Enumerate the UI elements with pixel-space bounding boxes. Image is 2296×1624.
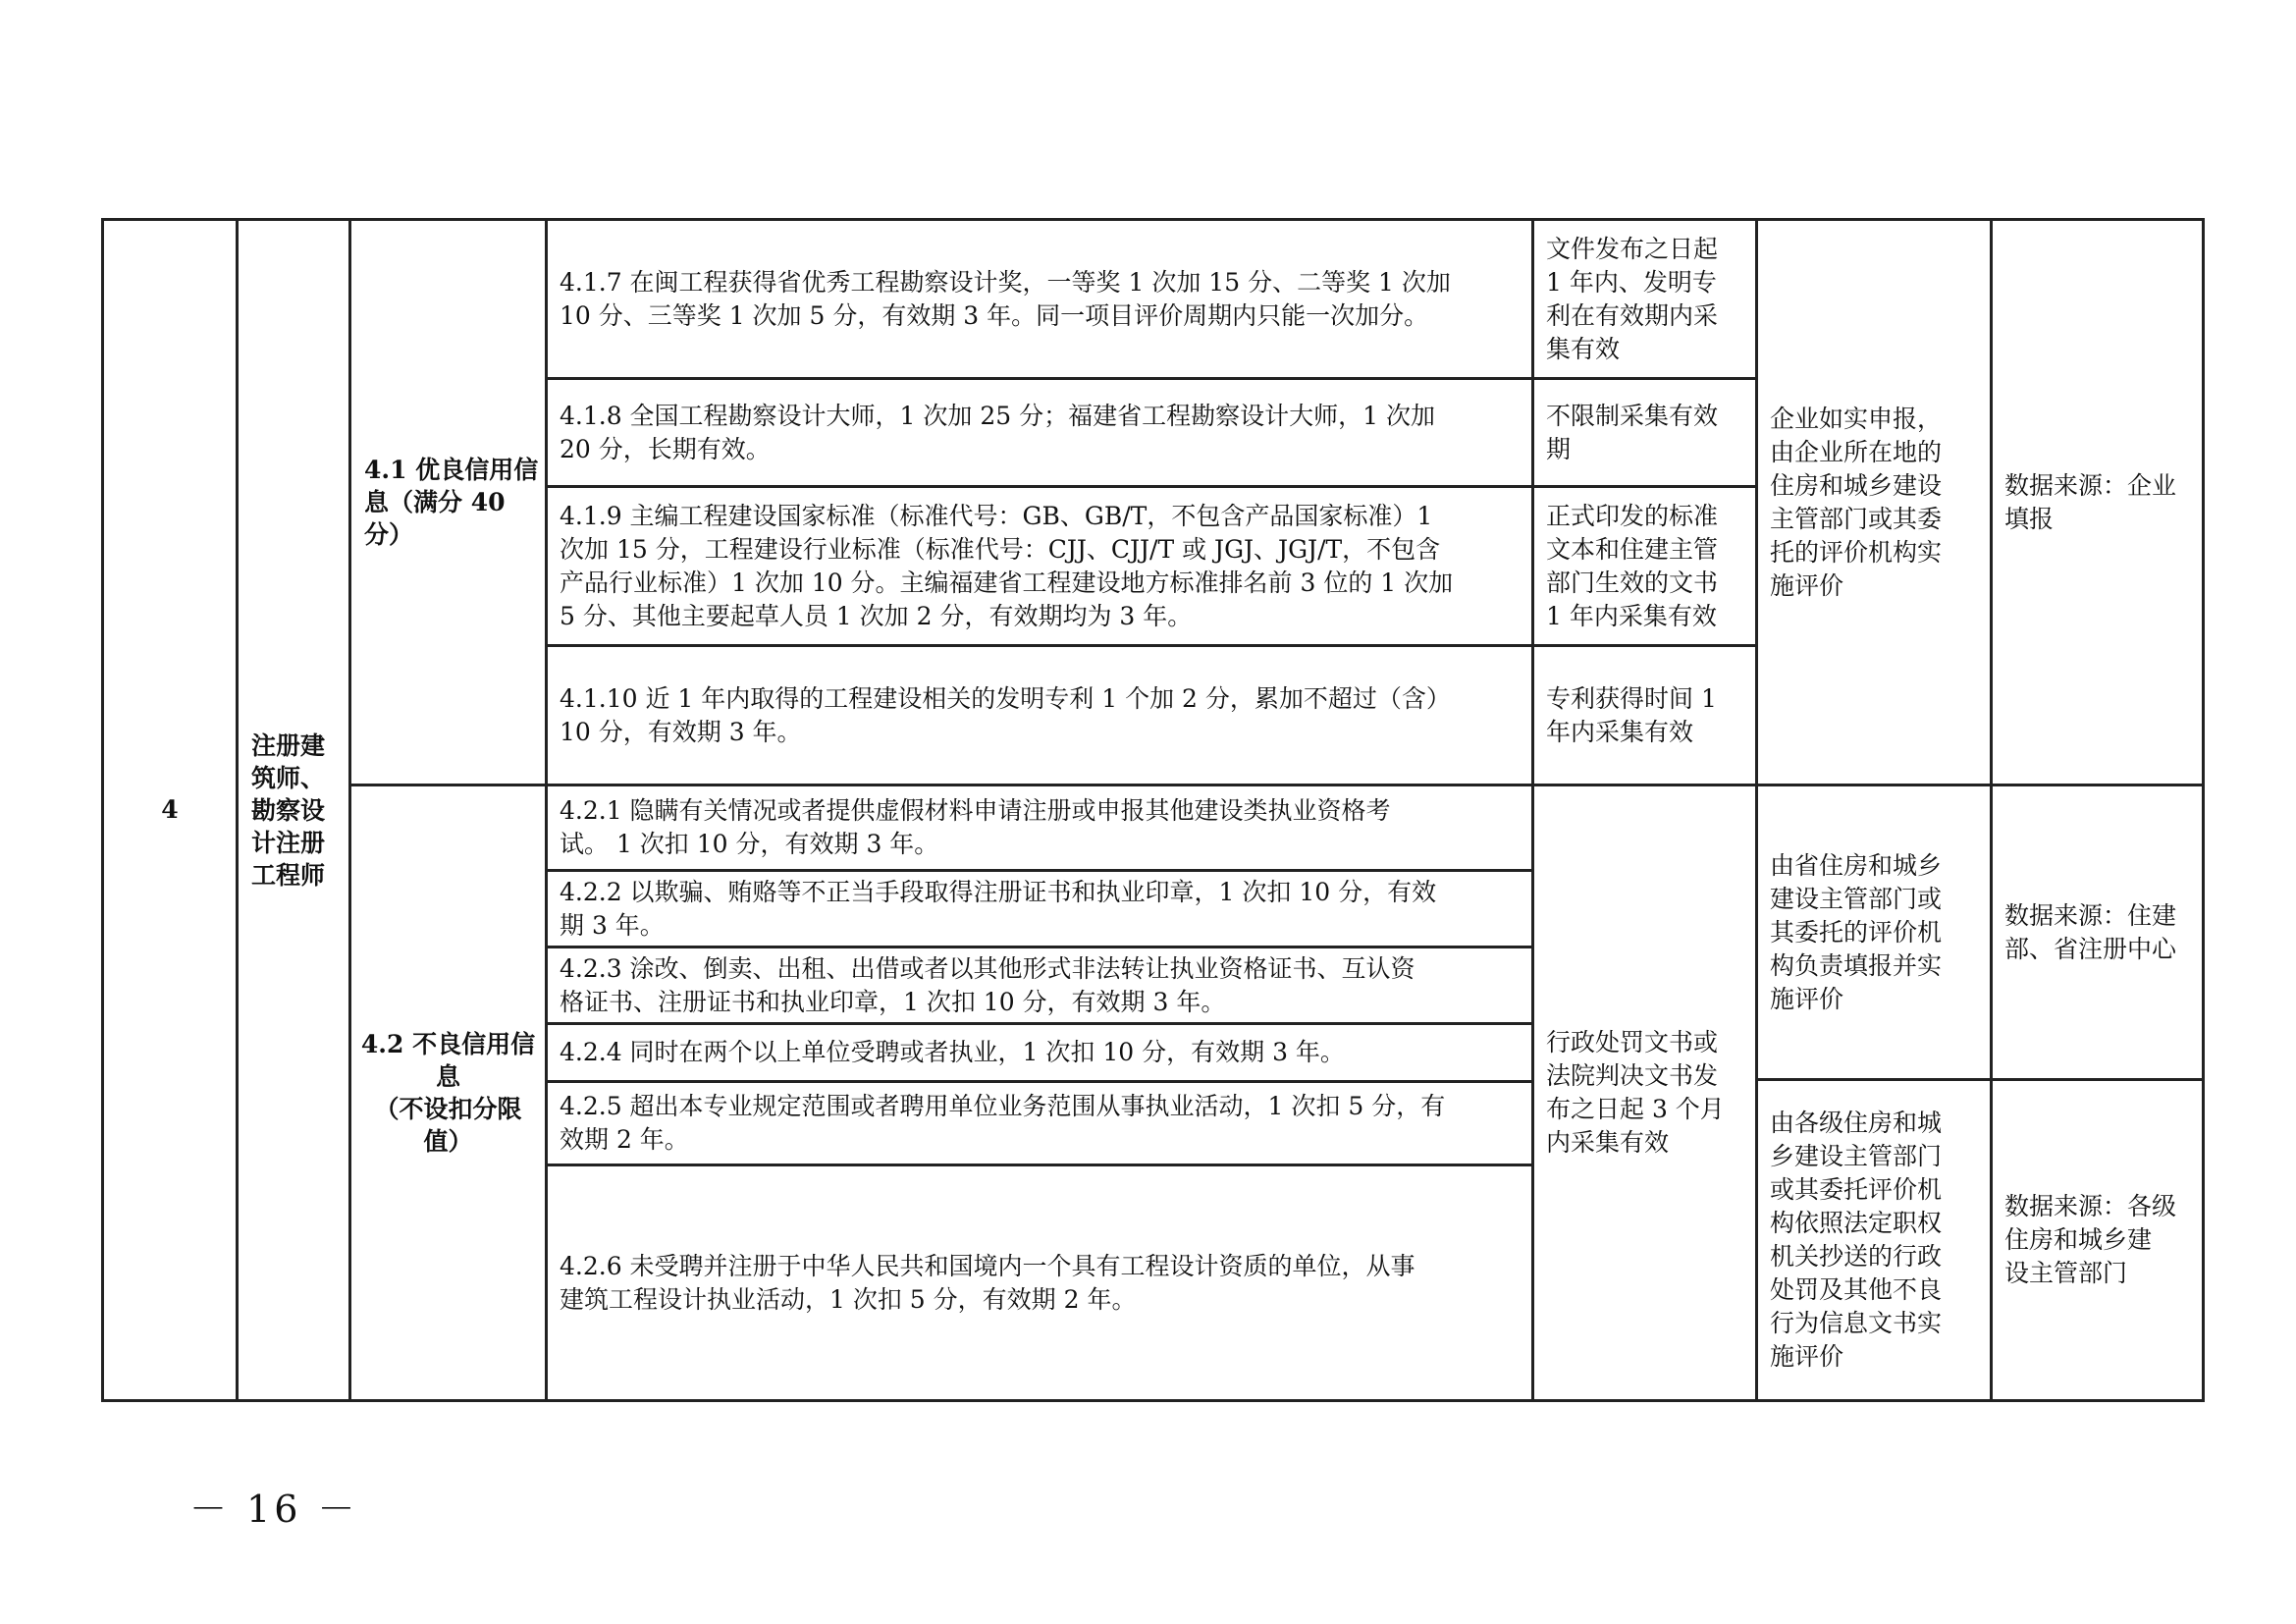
criterion-4-1-10: 4.1.10 近 1 年内取得的工程建设相关的发明专利 1 个加 2 分，累加不超过（含） 10 分，有效期 3 年。: [560, 683, 1451, 746]
source-4-1: 数据来源：企业 填报: [2004, 470, 2177, 533]
method-4-1: 企业如实申报， 由企业所在地的 住房和城乡建设 主管部门或其委 托的评价机构实 施评价: [1770, 404, 1943, 600]
criterion-4-2-2: 4.2.2 以欺骗、贿赂等不正当手段取得注册证书和执业印章，1 次扣 10 分，有效 期 3 年。: [560, 877, 1437, 940]
criterion-4-2-5: 4.2.5 超出本专业规定范围或者聘用单位业务范围从事执业活动，1 次扣 5 分，有 效期 2 年。: [560, 1092, 1446, 1154]
criterion-4-2-1: 4.2.1 隐瞒有关情况或者提供虚假材料申请注册或申报其他建设类执业资格考 试。 1 次扣 10 分，有效期 3 年。: [560, 796, 1391, 858]
item-number: 4: [161, 795, 179, 824]
table-border-bottom: [101, 1399, 2205, 1402]
criterion-4-1-7: 4.1.7 在闽工程获得省优秀工程勘察设计奖，一等奖 1 次加 15 分、二等奖 1 次加 10 分、三等奖 1 次加 5 分，有效期 3 年。同一项目评价周期内只能一次加分。: [560, 267, 1451, 330]
period-4-1-9: 正式印发的标准 文本和住建主管 部门生效的文书 1 年内采集有效: [1546, 501, 1719, 630]
method-4-2-a: 由省住房和城乡 建设主管部门或 其委托的评价机 构负责填报并实 施评价: [1770, 850, 1943, 1013]
table-border-right: [2202, 218, 2205, 1402]
subgroup-title-4-1: 4.1 优良信用信 息（满分 40 分）: [364, 456, 539, 549]
page-number: － 16 －: [189, 1488, 359, 1531]
subgroup-title-4-2: 4.2 不良信用信 息 （不设扣分限 值）: [360, 1030, 536, 1156]
category-label: 注册建 筑师、 勘察设 计注册 工程师: [251, 731, 326, 890]
criterion-4-1-8: 4.1.8 全国工程勘察设计大师，1 次加 25 分；福建省工程勘察设计大师，1 次加 20 分，长期有效。: [560, 401, 1435, 463]
period-4-2: 行政处罚文书或 法院判决文书发 布之日起 3 个月 内采集有效: [1546, 1028, 1725, 1157]
column-divider: [236, 218, 239, 1402]
source-4-2-b: 数据来源：各级 住房和城乡建 设主管部门: [2004, 1192, 2177, 1287]
period-4-1-10: 专利获得时间 1 年内采集有效: [1546, 683, 1717, 746]
period-4-1-7: 文件发布之日起 1 年内、发明专 利在有效期内采 集有效: [1546, 234, 1719, 363]
period-4-1-8: 不限制采集有效 期: [1546, 401, 1719, 463]
source-4-2-a: 数据来源：住建 部、省注册中心: [2004, 900, 2177, 963]
criterion-4-2-4: 4.2.4 同时在两个以上单位受聘或者执业，1 次扣 10 分，有效期 3 年。: [560, 1038, 1345, 1066]
criterion-4-2-6: 4.2.6 未受聘并注册于中华人民共和国境内一个具有工程设计资质的单位，从事 建筑工程设计执业活动，1 次扣 5 分，有效期 2 年。: [560, 1251, 1415, 1314]
criterion-4-1-9: 4.1.9 主编工程建设国家标准（标准代号：GB、GB/T，不包含产品国家标准）1 次加 15 分，工程建设行业标准（标准代号：CJJ、CJJ/T 或 JGJ、JGJ/T，不包含 产品行业标准）1 次加 10 分。主编福建省工程建设地方标准排名前 3 位的 1 次加 5 分、其他主要起草人员 1 次加 2 分，有效期均为 3 年。: [560, 501, 1454, 630]
method-4-2-b: 由各级住房和城 乡建设主管部门 或其委托评价机 构依照法定职权 机关抄送的行政 处罚及其他不良 行为信息文书实 施评价: [1770, 1109, 1943, 1371]
criterion-4-2-3: 4.2.3 涂改、倒卖、出租、出借或者以其他形式非法转让执业资格证书、互认资 格证书、注册证书和执业印章，1 次扣 10 分，有效期 3 年。: [560, 953, 1415, 1016]
